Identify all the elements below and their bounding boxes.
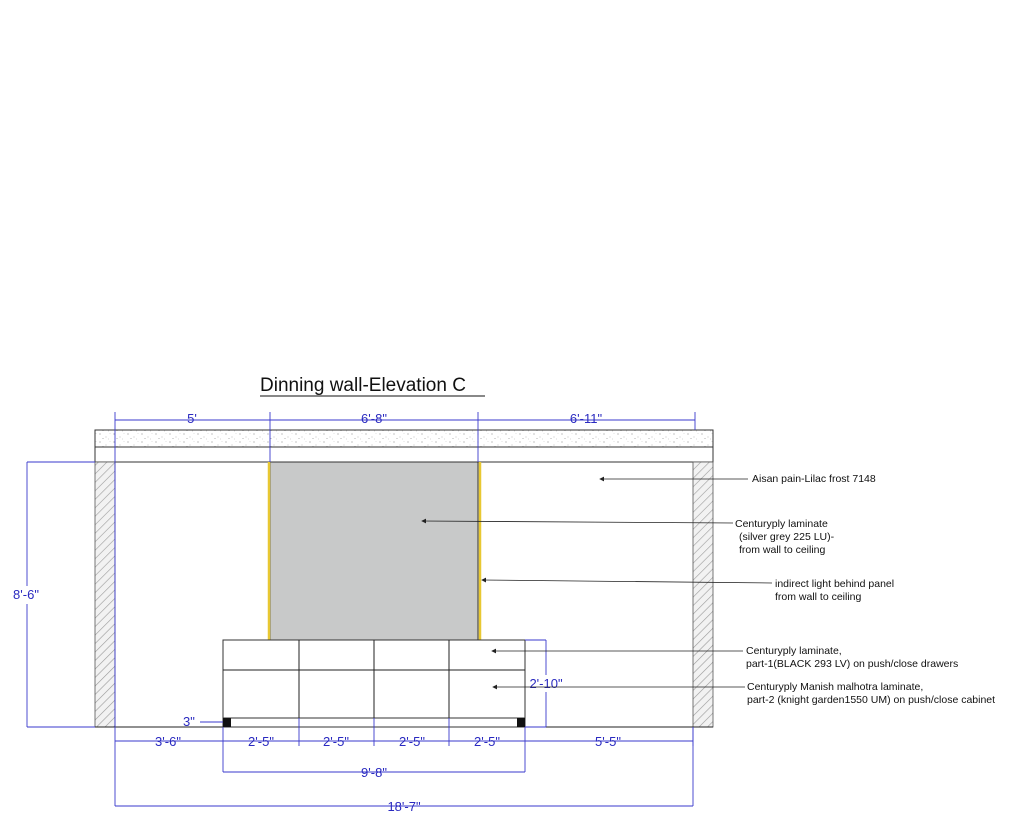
height-dimension — [13, 462, 95, 727]
dim-bottom-1: 3'-6" — [155, 734, 181, 749]
plinth-leg-right — [517, 718, 525, 727]
dim-overall: 18'-7" — [387, 799, 421, 814]
false-ceiling — [95, 447, 713, 462]
note-laminate-panel-line-2: (silver grey 225 LU)- — [739, 531, 835, 543]
note-drawers-line-2: part-1(BLACK 293 LV) on push/close drawers — [746, 658, 959, 670]
note-light — [775, 578, 897, 603]
note-cabinet-line-1: Centuryply Manish malhotra laminate, — [747, 681, 924, 693]
dim-top-2: 6'-8" — [361, 411, 387, 426]
dim-bottom-3: 2'-5" — [323, 734, 349, 749]
dim-bottom-2: 2'-5" — [248, 734, 274, 749]
dim-bottom-5: 2'-5" — [474, 734, 500, 749]
plinth-leg-left — [223, 718, 231, 727]
leader-light — [482, 580, 772, 583]
note-drawers-line-1: Centuryply laminate, — [746, 645, 842, 657]
note-light-line-2: from wall to ceiling — [775, 591, 862, 603]
laminate-panel — [270, 462, 478, 640]
note-laminate-panel-line-3: from wall to ceiling — [739, 544, 826, 556]
dim-bottom-6: 5'-5" — [595, 734, 621, 749]
dim-bottom-4: 2'-5" — [399, 734, 425, 749]
ceiling-slab — [95, 430, 713, 447]
dim-plinth: 3" — [183, 714, 195, 729]
left-wall — [95, 462, 115, 727]
dim-cabinet-height: 2'-10" — [529, 676, 563, 691]
cabinet — [223, 640, 525, 727]
note-cabinet-line-2: part-2 (knight garden1550 UM) on push/close cabinet — [747, 694, 996, 706]
dim-top-1: 5' — [187, 411, 197, 426]
note-drawers — [746, 645, 958, 670]
note-laminate-panel — [735, 518, 837, 556]
dim-top-3: 6'-11" — [569, 411, 603, 426]
note-paint: Aisan pain-Lilac frost 7148 — [752, 473, 876, 485]
dim-height: 8'-6" — [13, 587, 39, 602]
note-light-line-1: indirect light behind panel — [775, 578, 895, 590]
cabinet-height-dimension — [525, 640, 563, 727]
drawing-title: Dinning wall-Elevation C — [260, 375, 466, 396]
dim-cabinet-width: 9'-8" — [361, 765, 387, 780]
note-laminate-panel-line-1: Centuryply laminate — [735, 518, 828, 530]
note-cabinet — [747, 681, 995, 706]
